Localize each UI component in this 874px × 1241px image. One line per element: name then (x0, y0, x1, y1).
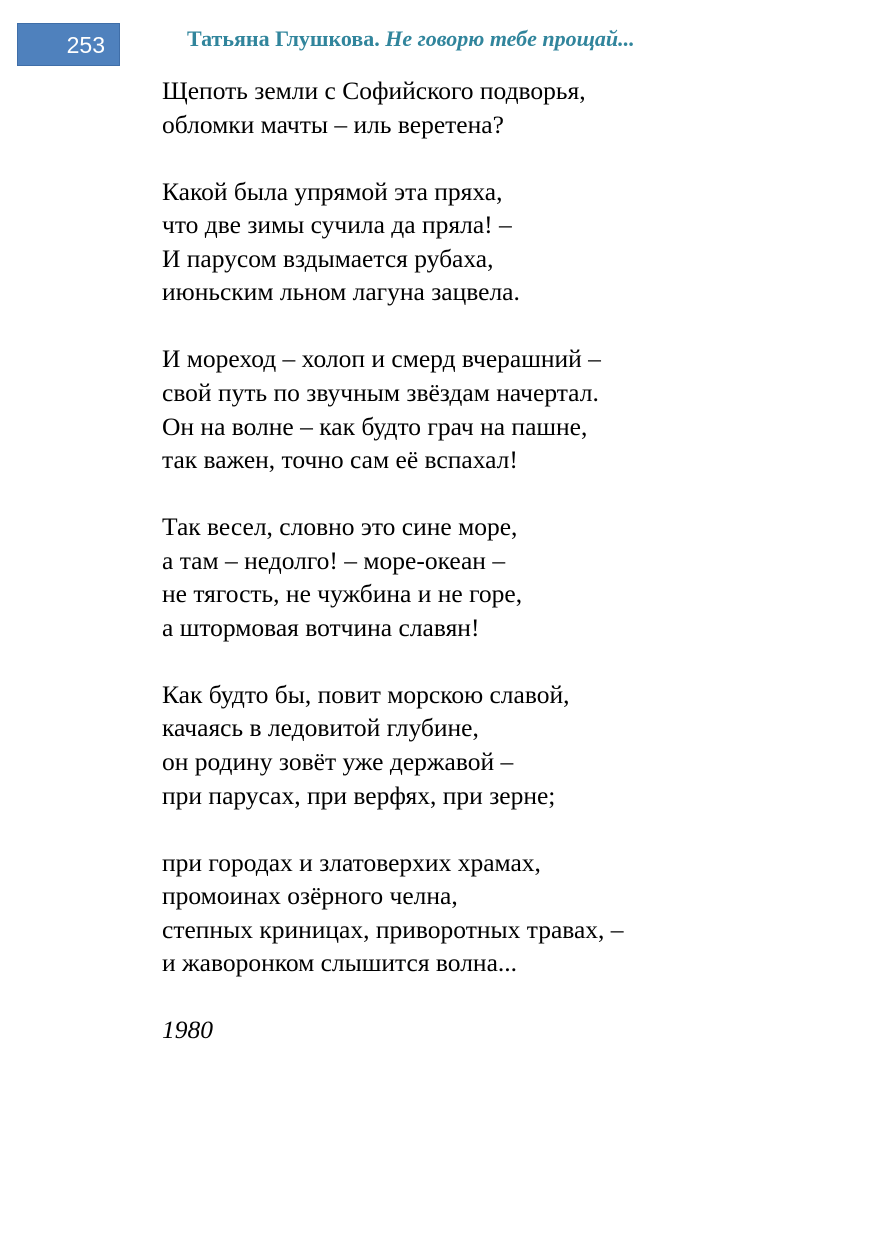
running-header (187, 25, 635, 53)
poem-line: Какой была упрямой эта пряха, (162, 176, 503, 206)
poem-line: июньским льном лагуна зацвела. (162, 277, 520, 307)
poem-line: не тягость, не чужбина и не горе, (162, 579, 523, 609)
poem-line: промоинах озёрного челна, (162, 881, 458, 911)
stanza-3 (162, 342, 802, 476)
stanza-6 (162, 846, 802, 980)
poem-line: степных криницах, приворотных травах, – (162, 914, 624, 944)
poem-line: он родину зовёт уже державой – (162, 747, 514, 777)
stanza-4 (162, 510, 802, 644)
poem-line: а там – недолго! – море-океан – (162, 545, 506, 575)
header-book-title: Не говорю тебе прощай... (385, 26, 635, 51)
poem-line: при городах и златоверхих храмах, (162, 847, 541, 877)
poem-line: что две зимы сучила да пряла! – (162, 210, 512, 240)
poem-year: 1980 (162, 1015, 213, 1045)
poem-line: качаясь в ледовитой глубине, (162, 713, 479, 743)
poem-line: Щепоть земли с Софийского подворья, (162, 76, 586, 105)
poem-line: и жаворонком слышится волна... (162, 948, 518, 978)
poem-line: так важен, точно сам её вспахал! (162, 445, 518, 475)
poem-line: а штормовая вотчина славян! (162, 612, 480, 642)
stanza-2 (162, 175, 802, 309)
poem-line: при парусах, при верфях, при зерне; (162, 780, 556, 810)
poem-line: Так весел, словно это сине море, (162, 512, 518, 542)
poem-line: Он на волне – как будто грач на пашне, (162, 411, 588, 441)
page-number-box (17, 23, 120, 66)
page-number: 253 (66, 32, 105, 58)
poem-line: свой путь по звучным звёздам начертал. (162, 377, 599, 407)
poem-line: Как будто бы, повит морскою славой, (162, 679, 570, 709)
stanza-1 (162, 74, 802, 141)
poem-body (162, 74, 802, 1047)
poem-line: обломки мачты – иль веретена? (162, 109, 504, 139)
poem-line: И парусом вздымается рубаха, (162, 243, 494, 273)
stanza-5 (162, 678, 802, 812)
poem-line: И мореход – холоп и смерд вчерашний – (162, 344, 601, 374)
header-author: Татьяна Глушкова. (187, 26, 380, 51)
